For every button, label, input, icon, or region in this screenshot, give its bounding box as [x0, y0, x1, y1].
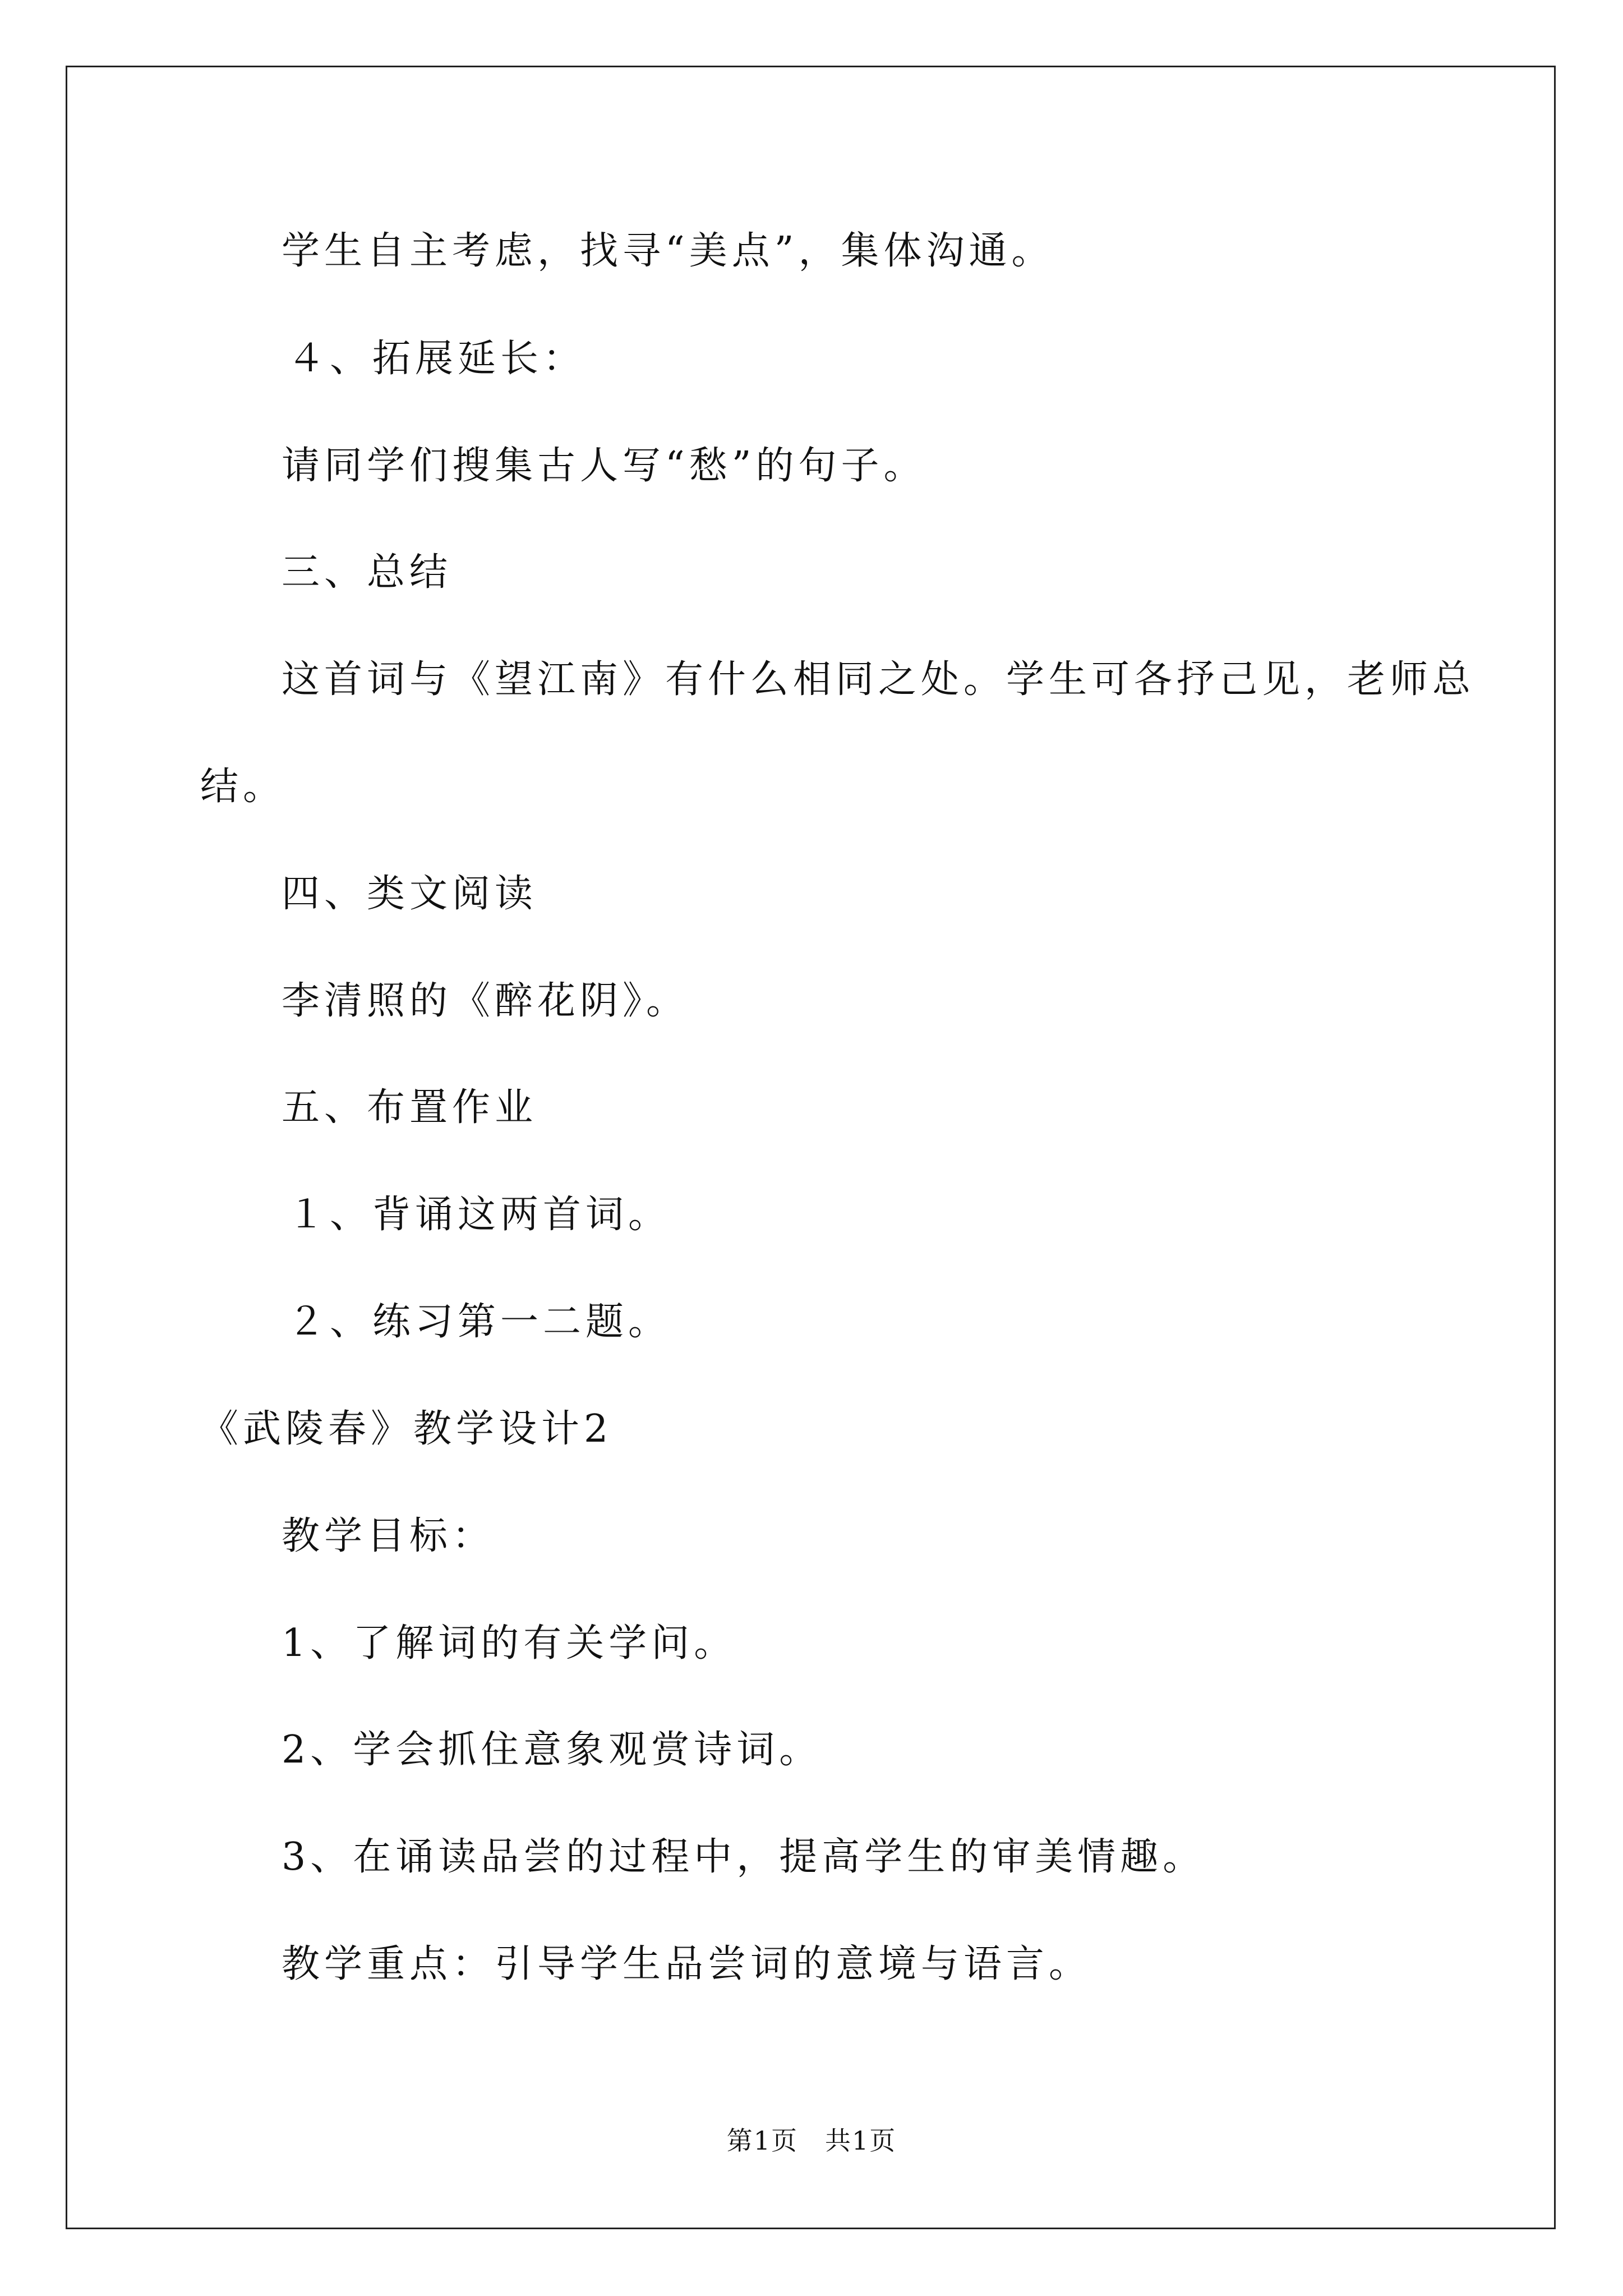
paragraph-line: 请同学们搜集古人写“愁”的句子。 — [282, 444, 926, 488]
section-heading-reading: 四、类文阅读 — [282, 872, 538, 916]
paragraph-line: 李清照的《醉花阴》。 — [282, 979, 689, 1023]
section-heading-summary: 三、总结 — [282, 550, 453, 595]
section-item-4: ４、拓展延长： — [287, 337, 586, 381]
paragraph-line-continued: 结。 — [200, 765, 286, 809]
objective-item-2: 2、学会抓住意象观赏诗词。 — [282, 1728, 822, 1772]
document-section-title: 《武陵春》教学设计2 — [200, 1407, 613, 1451]
paragraph-line: 这首词与《望江南》有什么相同之处。学生可各抒己见，老师总 — [282, 657, 1476, 702]
key-point-line: 教学重点：引导学生品尝词的意境与语言。 — [282, 1942, 1092, 1986]
objective-item-3: 3、在诵读品尝的过程中，提高学生的审美情趣。 — [282, 1835, 1206, 1879]
objective-item-1: 1、了解词的有关学问。 — [282, 1621, 737, 1665]
objectives-heading: 教学目标： — [282, 1514, 495, 1558]
page-footer: 第1页 共1页 — [726, 2125, 897, 2156]
paragraph-line: 学生自主考虑，找寻“美点”，集体沟通。 — [282, 229, 1054, 273]
section-heading-homework: 五、布置作业 — [282, 1085, 538, 1130]
homework-item-1: １、背诵这两首词。 — [287, 1193, 671, 1237]
page-border — [66, 66, 1556, 2229]
homework-item-2: ２、练习第一二题。 — [287, 1300, 671, 1344]
